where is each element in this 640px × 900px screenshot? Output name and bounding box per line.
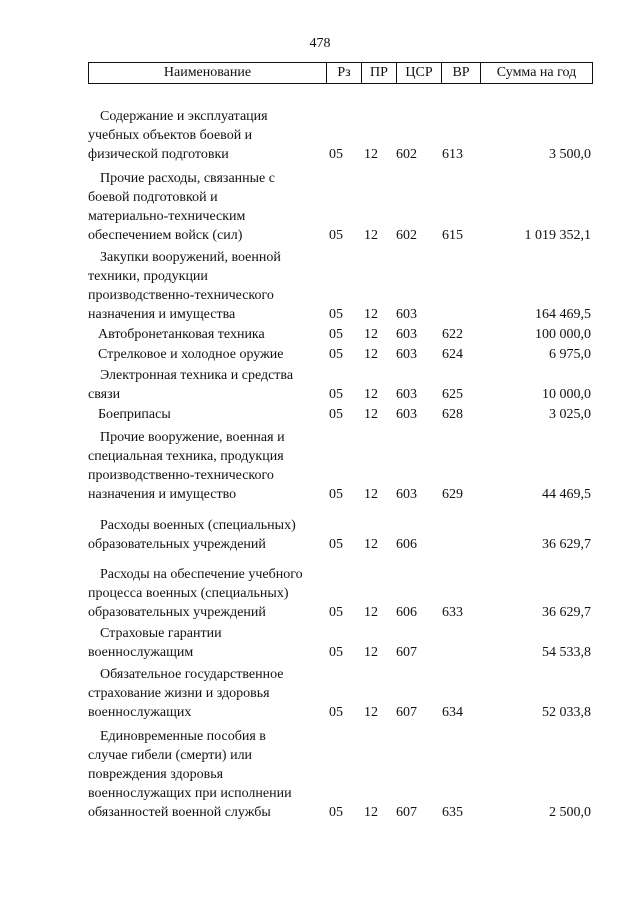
cell-pr: 12 [364, 487, 378, 502]
row-name-line: Единовременные пособия в [100, 729, 266, 744]
row-name-line: Стрелковое и холодное оружие [98, 347, 284, 362]
cell-sum: 100 000,0 [535, 327, 591, 342]
table-row [88, 248, 593, 324]
cell-vr: 628 [442, 407, 463, 422]
row-name-line: Обязательное государственное [100, 667, 284, 682]
cell-sum: 36 629,7 [542, 537, 591, 552]
row-name-line: Закупки вооружений, военной [100, 250, 281, 265]
page-number: 478 [309, 36, 331, 51]
row-name [88, 665, 320, 722]
table-row [88, 345, 593, 364]
row-name [88, 428, 320, 504]
cell-vr: 613 [442, 147, 463, 162]
row-name-line: обязанностей военной службы [88, 805, 271, 820]
row-name [88, 107, 320, 164]
cell-csr: 603 [396, 327, 417, 342]
cell-rz: 05 [329, 387, 343, 402]
row-name-line: назначения и имущество [88, 487, 237, 502]
row-name-line: военнослужащим [88, 645, 194, 660]
header-csr: ЦСР [396, 63, 441, 83]
row-name [88, 169, 320, 245]
table-row [88, 665, 593, 722]
row-name-line: производственно-технического [88, 468, 274, 483]
cell-csr: 606 [396, 537, 417, 552]
cell-csr: 602 [396, 147, 417, 162]
row-name [88, 516, 320, 554]
row-name-line: назначения и имущества [88, 307, 236, 322]
cell-sum: 3 025,0 [549, 407, 591, 422]
cell-vr: 624 [442, 347, 463, 362]
row-name [88, 405, 320, 424]
row-name-line: Страховые гарантии [100, 626, 222, 641]
row-name-line: Расходы на обеспечение учебного [100, 567, 303, 582]
row-name-line: процесса военных (специальных) [88, 586, 289, 601]
cell-vr: 634 [442, 705, 463, 720]
row-name-line: Автобронетанковая техника [98, 327, 265, 342]
row-name-line: материально-техническим [88, 209, 246, 224]
cell-sum: 1 019 352,1 [524, 228, 591, 243]
header-rz: Рз [326, 63, 361, 83]
cell-rz: 05 [329, 327, 343, 342]
cell-rz: 05 [329, 805, 343, 820]
row-name [88, 345, 320, 364]
cell-rz: 05 [329, 645, 343, 660]
row-name-line: Боеприпасы [98, 407, 171, 422]
cell-pr: 12 [364, 347, 378, 362]
table-row [88, 565, 593, 622]
row-name [88, 325, 320, 344]
table-row [88, 727, 593, 822]
row-name-line: специальная техника, продукция [88, 449, 284, 464]
row-name-line: обеспечением войск (сил) [88, 228, 243, 243]
cell-rz: 05 [329, 705, 343, 720]
row-name-line: повреждения здоровья [88, 767, 224, 782]
cell-csr: 606 [396, 605, 417, 620]
cell-vr: 629 [442, 487, 463, 502]
cell-csr: 602 [396, 228, 417, 243]
cell-csr: 607 [396, 805, 417, 820]
table-row [88, 516, 593, 554]
header-pr: ПР [361, 63, 396, 83]
cell-pr: 12 [364, 537, 378, 552]
cell-rz: 05 [329, 537, 343, 552]
cell-rz: 05 [329, 605, 343, 620]
cell-sum: 2 500,0 [549, 805, 591, 820]
cell-sum: 36 629,7 [542, 605, 591, 620]
cell-rz: 05 [329, 407, 343, 422]
cell-pr: 12 [364, 645, 378, 660]
row-name-line: страхование жизни и здоровья [88, 686, 270, 701]
header-sum: Сумма на год [480, 63, 592, 83]
cell-vr: 635 [442, 805, 463, 820]
cell-sum: 52 033,8 [542, 705, 591, 720]
cell-rz: 05 [329, 347, 343, 362]
cell-rz: 05 [329, 228, 343, 243]
table-row [88, 366, 593, 404]
cell-sum: 44 469,5 [542, 487, 591, 502]
row-name-line: боевой подготовкой и [88, 190, 218, 205]
cell-pr: 12 [364, 407, 378, 422]
cell-rz: 05 [329, 487, 343, 502]
table-row [88, 325, 593, 344]
row-name-line: образовательных учреждений [88, 605, 266, 620]
row-name-line: Прочие вооружение, военная и [100, 430, 285, 445]
cell-rz: 05 [329, 307, 343, 322]
table-row [88, 428, 593, 504]
row-name-line: связи [88, 387, 121, 402]
row-name [88, 624, 320, 662]
cell-pr: 12 [364, 705, 378, 720]
cell-sum: 10 000,0 [542, 387, 591, 402]
row-name-line: физической подготовки [88, 147, 229, 162]
cell-pr: 12 [364, 605, 378, 620]
cell-csr: 607 [396, 705, 417, 720]
cell-sum: 6 975,0 [549, 347, 591, 362]
table-row [88, 624, 593, 662]
row-name [88, 366, 320, 404]
row-name-line: случае гибели (смерти) или [88, 748, 253, 763]
row-name-line: производственно-технического [88, 288, 274, 303]
header-vr: ВР [441, 63, 480, 83]
cell-pr: 12 [364, 147, 378, 162]
cell-vr: 622 [442, 327, 463, 342]
cell-csr: 603 [396, 487, 417, 502]
row-name-line: учебных объектов боевой и [88, 128, 253, 143]
cell-csr: 603 [396, 407, 417, 422]
cell-csr: 603 [396, 387, 417, 402]
table-row [88, 405, 593, 424]
cell-sum: 3 500,0 [549, 147, 591, 162]
row-name [88, 727, 320, 822]
cell-pr: 12 [364, 327, 378, 342]
cell-sum: 54 533,8 [542, 645, 591, 660]
row-name [88, 565, 320, 622]
cell-rz: 05 [329, 147, 343, 162]
cell-vr: 625 [442, 387, 463, 402]
cell-csr: 607 [396, 645, 417, 660]
cell-pr: 12 [364, 228, 378, 243]
table-row [88, 107, 593, 164]
row-name-line: военнослужащих [88, 705, 192, 720]
header-name: Наименование [163, 65, 252, 80]
cell-csr: 603 [396, 347, 417, 362]
cell-vr: 633 [442, 605, 463, 620]
row-name-line: Электронная техника и средства [100, 368, 294, 383]
cell-pr: 12 [364, 307, 378, 322]
cell-csr: 603 [396, 307, 417, 322]
table-row [88, 169, 593, 245]
row-name-line: Содержание и эксплуатация [100, 109, 268, 124]
row-name-line: техники, продукции [88, 269, 208, 284]
cell-vr: 615 [442, 228, 463, 243]
row-name [88, 248, 320, 324]
cell-pr: 12 [364, 805, 378, 820]
row-name-line: военнослужащих при исполнении [88, 786, 292, 801]
cell-pr: 12 [364, 387, 378, 402]
row-name-line: Прочие расходы, связанные с [100, 171, 275, 186]
row-name-line: образовательных учреждений [88, 537, 266, 552]
cell-sum: 164 469,5 [535, 307, 591, 322]
row-name-line: Расходы военных (специальных) [100, 518, 296, 533]
